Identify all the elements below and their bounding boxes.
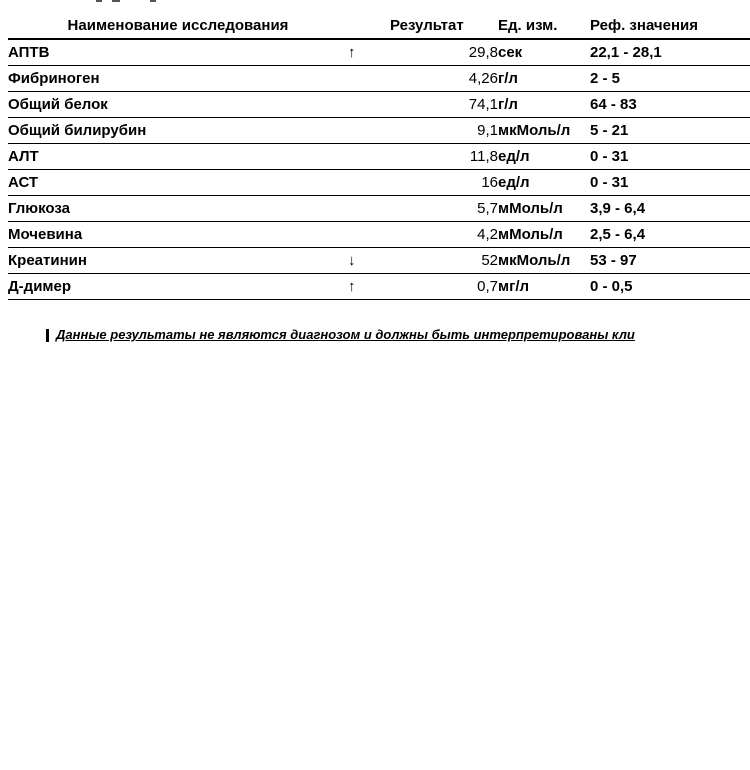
result-value: 0,7	[390, 274, 498, 300]
flag-cell	[348, 222, 390, 248]
flag-cell	[348, 196, 390, 222]
table-row	[8, 92, 750, 118]
reference-range: 0 - 31	[590, 144, 750, 170]
reference-range: 64 - 83	[590, 92, 750, 118]
unit: мкМоль/л	[498, 248, 590, 274]
result-value: 4,26	[390, 66, 498, 92]
flag-cell	[348, 118, 390, 144]
column-header-unit: Ед. изм.	[498, 12, 590, 39]
reference-range: 22,1 - 28,1	[590, 39, 750, 66]
test-name: Мочевина	[8, 222, 348, 248]
column-header-result: Результат	[390, 12, 498, 39]
test-name: Д-димер	[8, 274, 348, 300]
disclaimer-marker-icon	[46, 329, 49, 342]
table-row	[8, 118, 750, 144]
reference-range: 0 - 31	[590, 170, 750, 196]
table-row	[8, 274, 750, 300]
table-row	[8, 144, 750, 170]
flag-cell	[348, 66, 390, 92]
table-row	[8, 248, 750, 274]
reference-range: 3,9 - 6,4	[590, 196, 750, 222]
disclaimer-text: Данные результаты не являются диагнозом и должны быть интерпретированы кли	[56, 327, 635, 342]
column-header-flag	[348, 12, 390, 39]
result-value: 16	[390, 170, 498, 196]
table-header-row	[8, 12, 750, 39]
test-name: АЛТ	[8, 144, 348, 170]
flag-cell	[348, 170, 390, 196]
unit: г/л	[498, 92, 590, 118]
flag-high-icon: ↑	[348, 39, 390, 66]
flag-low-icon: ↓	[348, 248, 390, 274]
result-value: 4,2	[390, 222, 498, 248]
unit: мМоль/л	[498, 196, 590, 222]
result-value: 29,8	[390, 39, 498, 66]
reference-range: 5 - 21	[590, 118, 750, 144]
result-value: 5,7	[390, 196, 498, 222]
test-name: АПТВ	[8, 39, 348, 66]
reference-range: 2,5 - 6,4	[590, 222, 750, 248]
test-name: Фибриноген	[8, 66, 348, 92]
table-row	[8, 170, 750, 196]
table-row	[8, 222, 750, 248]
result-value: 11,8	[390, 144, 498, 170]
test-name: Глюкоза	[8, 196, 348, 222]
result-value: 74,1	[390, 92, 498, 118]
test-name: Общий белок	[8, 92, 348, 118]
flag-cell	[348, 144, 390, 170]
unit: г/л	[498, 66, 590, 92]
cropped-header-remnant	[0, 0, 750, 8]
test-name: АСТ	[8, 170, 348, 196]
table-row	[8, 66, 750, 92]
flag-high-icon: ↑	[348, 274, 390, 300]
column-header-test-name: Наименование исследования	[8, 12, 348, 39]
test-name: Креатинин	[8, 248, 348, 274]
result-value: 52	[390, 248, 498, 274]
unit: сек	[498, 39, 590, 66]
reference-range: 53 - 97	[590, 248, 750, 274]
result-value: 9,1	[390, 118, 498, 144]
column-header-reference: Реф. значения	[590, 12, 750, 39]
reference-range: 2 - 5	[590, 66, 750, 92]
unit: мМоль/л	[498, 222, 590, 248]
lab-results-table	[8, 12, 750, 300]
table-row	[8, 39, 750, 66]
test-name: Общий билирубин	[8, 118, 348, 144]
reference-range: 0 - 0,5	[590, 274, 750, 300]
unit: ед/л	[498, 170, 590, 196]
flag-cell	[348, 92, 390, 118]
unit: мг/л	[498, 274, 590, 300]
table-row	[8, 196, 750, 222]
unit: мкМоль/л	[498, 118, 590, 144]
unit: ед/л	[498, 144, 590, 170]
